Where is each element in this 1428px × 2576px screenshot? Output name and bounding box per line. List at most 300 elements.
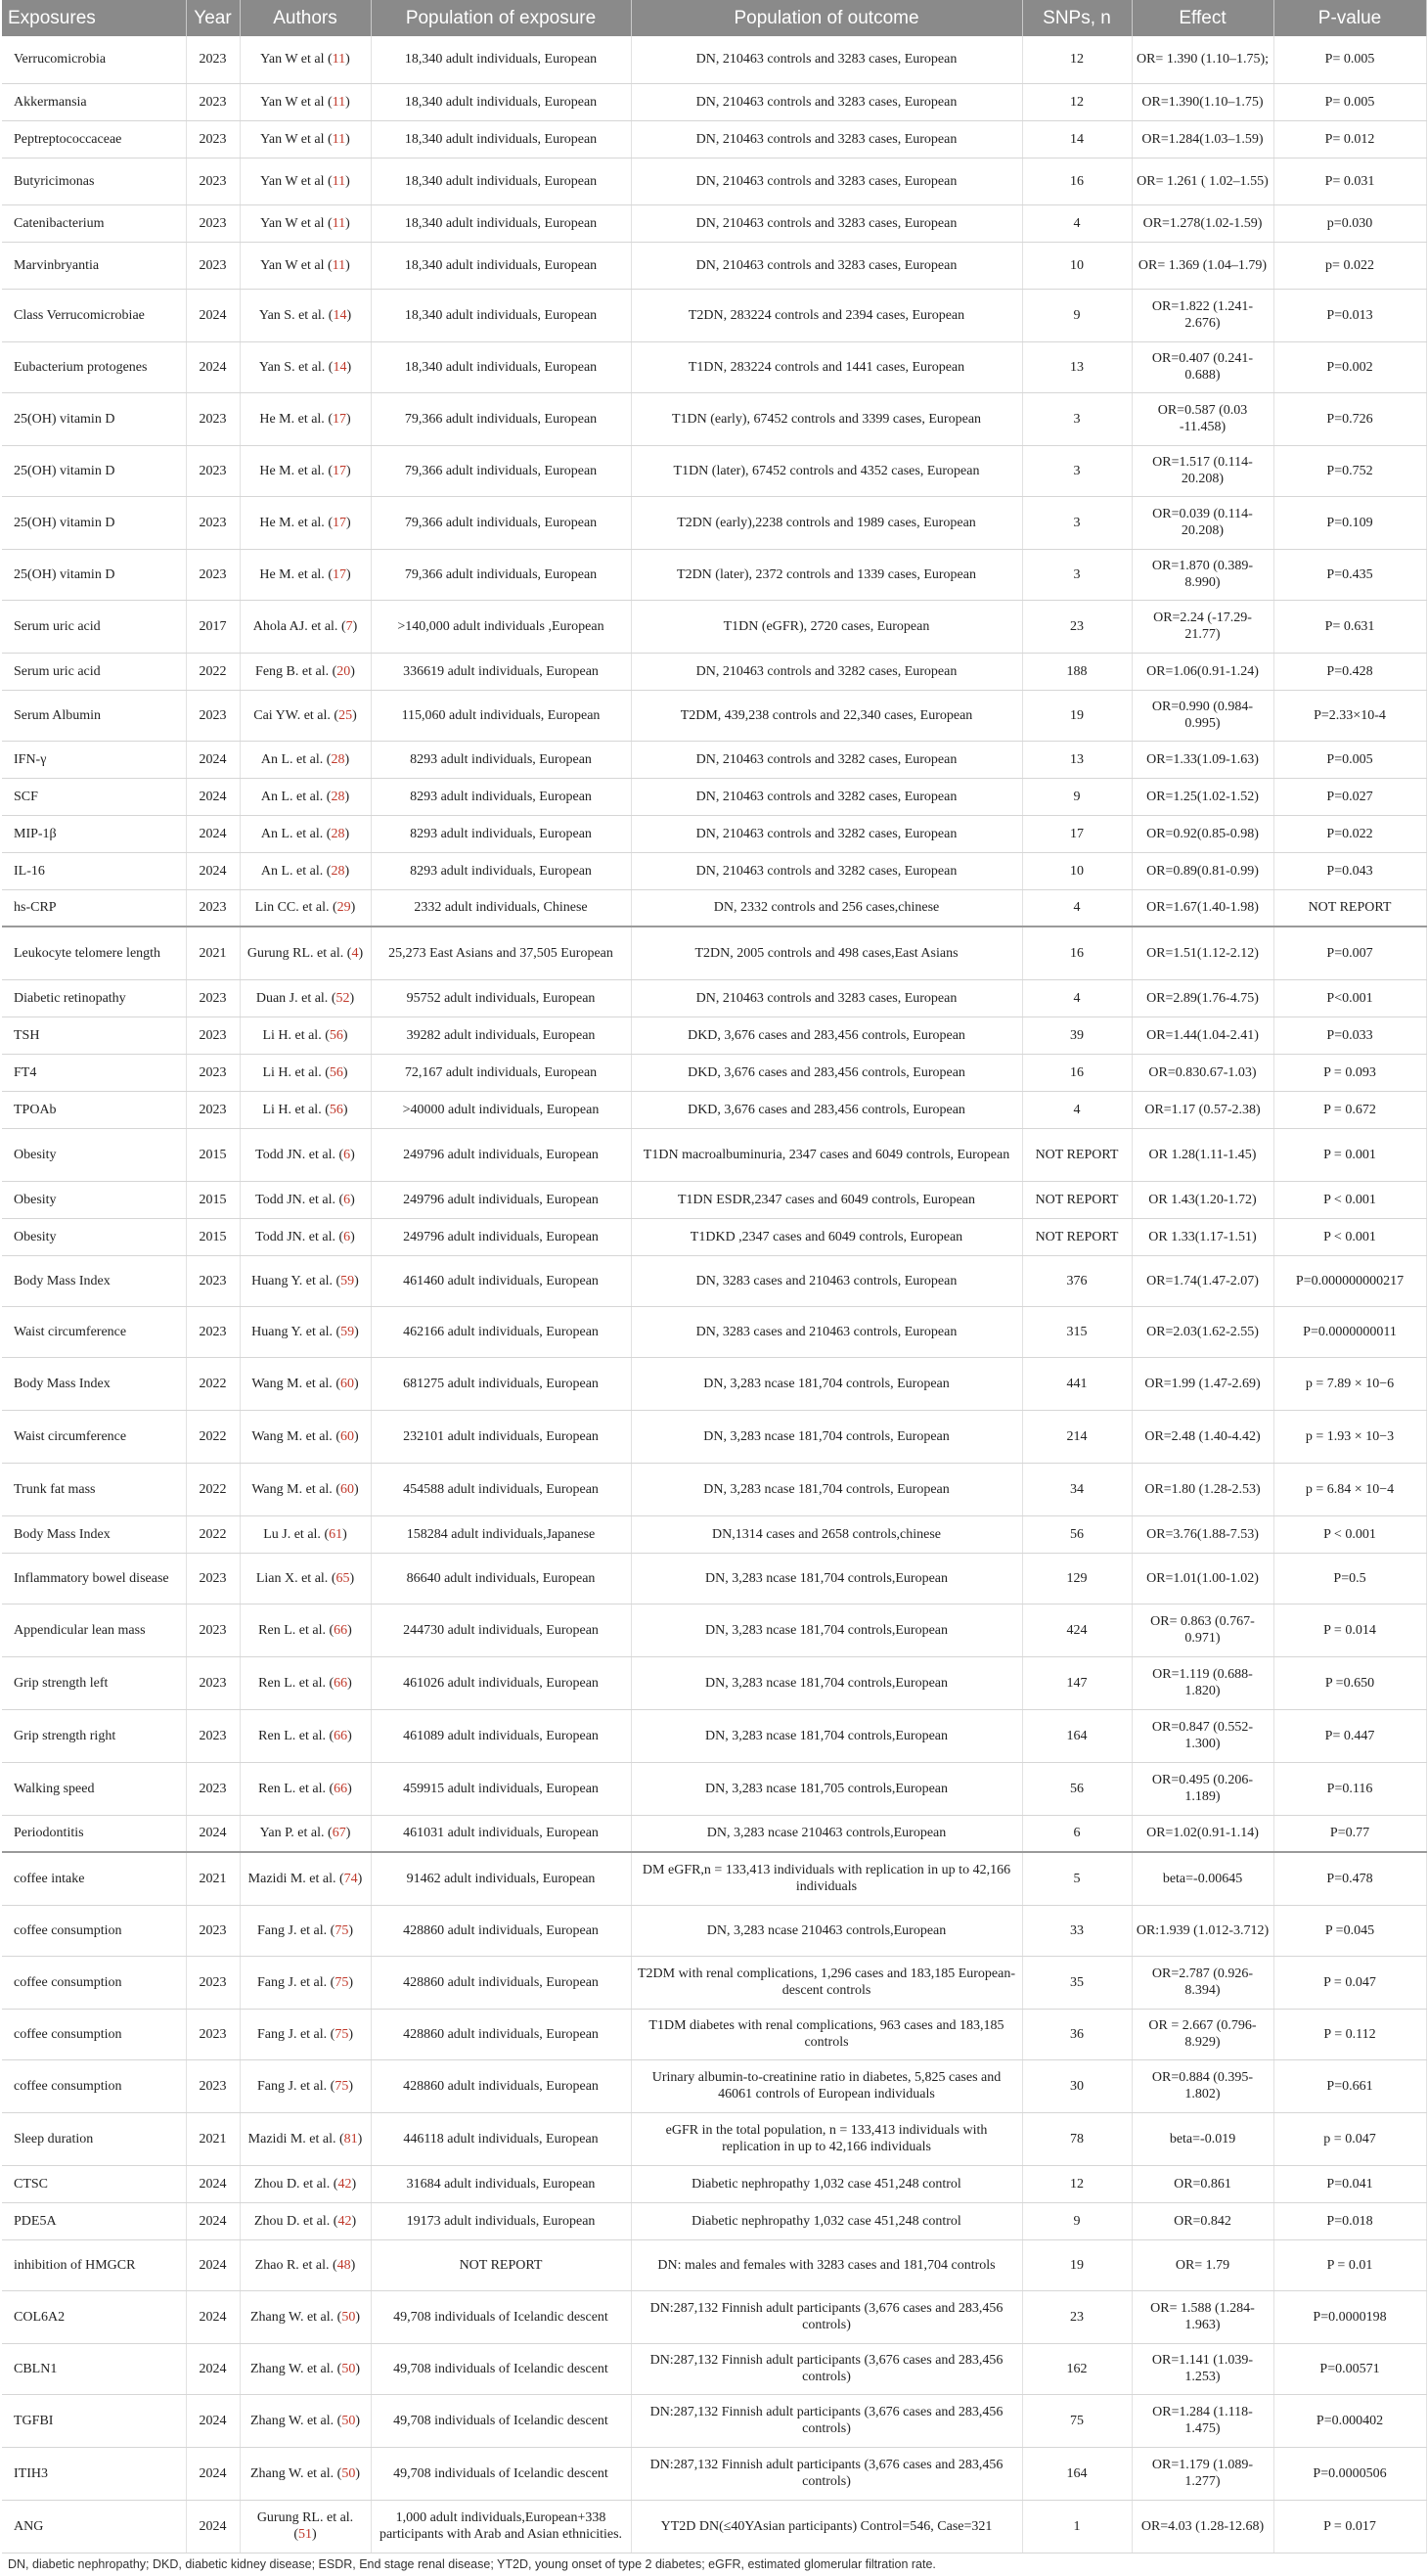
cell-year: 2024 [186,2447,240,2500]
cell-year: 2023 [186,204,240,242]
cell-snps: 424 [1022,1604,1132,1656]
citation-link[interactable]: 42 [337,2213,352,2229]
cell-effect: OR=0.990 (0.984-0.995) [1132,690,1273,741]
cell-p-value: P=0.043 [1273,852,1426,889]
cell-population-outcome: DN, 210463 controls and 3283 cases, European [631,204,1022,242]
citation-link[interactable]: 66 [334,1675,348,1691]
cell-authors: Zhang W. et al. (50) [240,2394,371,2447]
cell-p-value: P < 0.001 [1273,1218,1426,1255]
cell-population-exposure: 72,167 adult individuals, European [371,1054,631,1091]
cell-snps: 19 [1022,2239,1132,2290]
cell-population-outcome: DN, 3,283 ncase 181,704 controls, European [631,1463,1022,1515]
cell-p-value: P=0.435 [1273,549,1426,600]
cell-population-outcome: T2DM, 439,238 controls and 22,340 cases, European [631,690,1022,741]
cell-p-value: P =0.045 [1273,1905,1426,1956]
cell-year: 2023 [186,2059,240,2112]
citation-link[interactable]: 20 [336,663,351,679]
citation-link[interactable]: 56 [329,1027,343,1043]
cell-population-outcome: T2DN, 2005 controls and 498 cases,East Asians [631,926,1022,979]
author-name: Yan W et al [260,173,325,189]
cell-population-outcome: T1DN, 283224 controls and 1441 cases, European [631,341,1022,392]
cell-p-value: NOT REPORT [1273,889,1426,926]
cell-snps: 147 [1022,1656,1132,1709]
cell-snps: 214 [1022,1410,1132,1463]
citation-link[interactable]: 60 [339,1376,354,1391]
cell-p-value: P = 0.017 [1273,2500,1426,2553]
cell-population-exposure: 446118 adult individuals, European [371,2112,631,2165]
cell-population-outcome: DN:287,132 Finnish adult participants (3,676 cases and 283,456 controls) [631,2447,1022,2500]
cell-effect: OR=0.89(0.81-0.99) [1132,852,1273,889]
cell-exposure: COL6A2 [2,2290,186,2343]
cell-year: 2023 [186,1017,240,1054]
table-row [2,36,1426,83]
cell-year: 2024 [186,815,240,852]
cell-exposure: Body Mass Index [2,1515,186,1553]
cell-effect: OR=1.33(1.09-1.63) [1132,741,1273,778]
cell-effect: OR=0.92(0.85-0.98) [1132,815,1273,852]
citation-link[interactable]: 11 [332,52,346,68]
cell-population-exposure: 95752 adult individuals, European [371,979,631,1017]
cell-p-value: P=0.00571 [1273,2343,1426,2394]
citation-link[interactable]: 59 [340,1324,355,1339]
cell-exposure: hs-CRP [2,889,186,926]
col-header-exposures: Exposures [2,0,186,36]
cell-exposure: Diabetic retinopathy [2,979,186,1017]
cell-effect: OR=1.141 (1.039-1.253) [1132,2343,1273,2394]
cell-snps: 441 [1022,1357,1132,1410]
citation-link[interactable]: 50 [341,2309,356,2325]
cell-population-outcome: DN, 2332 controls and 256 cases,chinese [631,889,1022,926]
cell-effect: OR= 1.369 (1.04–1.79) [1132,242,1273,289]
citation-link[interactable]: 11 [332,215,346,231]
cell-p-value: P= 0.005 [1273,36,1426,83]
citation-link[interactable]: 7 [345,618,353,634]
author-name: Todd JN. et al. [255,1229,335,1244]
cell-population-exposure: 681275 adult individuals, European [371,1357,631,1410]
cell-snps: 12 [1022,36,1132,83]
cell-year: 2023 [186,979,240,1017]
cell-population-outcome: DN: males and females with 3283 cases and 181,704 controls [631,2239,1022,2290]
citation-link[interactable]: 81 [343,2131,358,2147]
cell-population-exposure: 462166 adult individuals, European [371,1306,631,1357]
cell-p-value: p=0.030 [1273,204,1426,242]
cell-year: 2024 [186,2165,240,2202]
cell-exposure: Periodontitis [2,1815,186,1852]
cell-population-outcome: DM eGFR,n = 133,413 individuals with replication in up to 42,166 individuals [631,1852,1022,1905]
cell-authors: Yan W et al (11) [240,120,371,158]
citation-link[interactable]: 17 [332,566,346,582]
cell-year: 2024 [186,778,240,815]
cell-p-value: P=0.5 [1273,1553,1426,1604]
cell-exposure: coffee consumption [2,2009,186,2059]
cell-population-outcome: DN, 210463 controls and 3283 cases, European [631,979,1022,1017]
cell-population-exposure: 8293 adult individuals, European [371,741,631,778]
cell-exposure: PDE5A [2,2202,186,2239]
author-name: Fang J. et al. [257,2078,328,2094]
cell-snps: 35 [1022,1956,1132,2009]
cell-authors: Yan W et al (11) [240,83,371,120]
citation-link[interactable]: 75 [335,1974,349,1990]
table-row [2,1306,1426,1357]
cell-population-outcome: DN:287,132 Finnish adult participants (3,676 cases and 283,456 controls) [631,2290,1022,2343]
table-row [2,2165,1426,2202]
citation-link[interactable]: 61 [329,1526,343,1542]
cell-year: 2023 [186,36,240,83]
cell-authors: Ren L. et al. (66) [240,1762,371,1815]
citation-link[interactable]: 50 [341,2361,356,2376]
cell-year: 2024 [186,1815,240,1852]
header-row [2,0,1426,36]
cell-authors: Gurung RL. et al. (4) [240,926,371,979]
citation-link[interactable]: 28 [331,751,345,767]
citation-link[interactable]: 17 [332,515,346,530]
citation-link[interactable]: 28 [331,826,345,841]
cell-authors: He M. et al. (17) [240,392,371,445]
citation-link[interactable]: 56 [329,1102,343,1117]
author-name: He M. et al. [259,515,325,530]
cell-exposure: coffee consumption [2,1956,186,2009]
cell-snps: 162 [1022,2343,1132,2394]
cell-effect: OR=1.870 (0.389-8.990) [1132,549,1273,600]
cell-effect: OR=1.179 (1.089-1.277) [1132,2447,1273,2500]
cell-authors: Zhou D. et al. (42) [240,2165,371,2202]
cell-year: 2017 [186,600,240,653]
cell-population-exposure: 79,366 adult individuals, European [371,392,631,445]
cell-population-outcome: T2DN (later), 2372 controls and 1339 cases, European [631,549,1022,600]
table-row [2,1604,1426,1656]
citation-link[interactable]: 56 [329,1064,343,1080]
citation-link[interactable]: 28 [331,863,345,879]
cell-authors: Ahola AJ. et al. (7) [240,600,371,653]
cell-exposure: FT4 [2,1054,186,1091]
cell-population-exposure: 428860 adult individuals, European [371,2009,631,2059]
cell-effect: OR= 0.863 (0.767-0.971) [1132,1604,1273,1656]
cell-p-value: p = 6.84 × 10−4 [1273,1463,1426,1515]
cell-population-exposure: 1,000 adult individuals,European+338 participants with Arab and Asian ethnicities. [371,2500,631,2553]
cell-year: 2023 [186,1656,240,1709]
cell-authors: Yan W et al (11) [240,158,371,204]
author-name: An L. et al. [260,826,324,841]
cell-p-value: P=0.428 [1273,653,1426,690]
table-row [2,242,1426,289]
cell-authors: He M. et al. (17) [240,445,371,496]
author-name: Fang J. et al. [257,1922,328,1938]
cell-year: 2024 [186,741,240,778]
citation-link[interactable]: 66 [334,1728,348,1743]
cell-effect: OR=0.842 [1132,2202,1273,2239]
citation-link[interactable]: 74 [343,1871,358,1886]
cell-year: 2023 [186,83,240,120]
table-row [2,1656,1426,1709]
cell-population-outcome: DN, 210463 controls and 3282 cases, European [631,778,1022,815]
col-header-snps: SNPs, n [1022,0,1132,36]
author-name: Mazidi M. et al. [247,2131,336,2147]
cell-population-outcome: DN, 210463 controls and 3282 cases, European [631,741,1022,778]
author-name: Ren L. et al. [258,1675,326,1691]
cell-p-value: P=0.000402 [1273,2394,1426,2447]
cell-exposure: CBLN1 [2,2343,186,2394]
citation-link[interactable]: 65 [335,1570,350,1586]
cell-p-value: P= 0.631 [1273,600,1426,653]
author-name: Wang M. et al. [251,1428,333,1444]
cell-population-outcome: DKD, 3,676 cases and 283,456 controls, European [631,1054,1022,1091]
citation-link[interactable]: 6 [343,1229,351,1244]
author-name: Wang M. et al. [251,1376,333,1391]
cell-authors: Yan W et al (11) [240,242,371,289]
cell-authors: Zhang W. et al. (50) [240,2290,371,2343]
cell-population-outcome: T2DN (early),2238 controls and 1989 cases, European [631,496,1022,549]
cell-effect: OR 1.33(1.17-1.51) [1132,1218,1273,1255]
citation-link[interactable]: 52 [335,990,350,1006]
cell-exposure: ANG [2,2500,186,2553]
cell-population-outcome: DN:287,132 Finnish adult participants (3,676 cases and 283,456 controls) [631,2394,1022,2447]
cell-snps: 78 [1022,2112,1132,2165]
cell-snps: 9 [1022,2202,1132,2239]
cell-snps: 1 [1022,2500,1132,2553]
citation-link[interactable]: 60 [339,1428,354,1444]
cell-authors: Ren L. et al. (66) [240,1604,371,1656]
cell-snps: 39 [1022,1017,1132,1054]
cell-population-exposure: 18,340 adult individuals, European [371,242,631,289]
citation-link[interactable]: 11 [332,131,346,147]
cell-authors: Yan W et al (11) [240,36,371,83]
author-name: Feng B. et al. [255,663,330,679]
cell-year: 2024 [186,2500,240,2553]
cell-p-value: P=2.33×10-4 [1273,690,1426,741]
cell-population-exposure: 232101 adult individuals, European [371,1410,631,1463]
mr-studies-table [2,0,1427,2553]
cell-effect: OR 1.43(1.20-1.72) [1132,1181,1273,1218]
cell-exposure: Peptreptococcaceae [2,120,186,158]
citation-link[interactable]: 67 [332,1826,346,1841]
table-row [2,1255,1426,1306]
table-row [2,1181,1426,1218]
cell-population-exposure: 31684 adult individuals, European [371,2165,631,2202]
cell-year: 2023 [186,1054,240,1091]
cell-snps: 10 [1022,852,1132,889]
citation-link[interactable]: 29 [336,900,351,916]
cell-effect: OR=1.284(1.03–1.59) [1132,120,1273,158]
cell-p-value: P=0.000000000217 [1273,1255,1426,1306]
cell-effect: OR=0.495 (0.206-1.189) [1132,1762,1273,1815]
cell-year: 2023 [186,496,240,549]
cell-population-outcome: T2DM with renal complications, 1,296 cases and 183,185 European-descent controls [631,1956,1022,2009]
cell-population-outcome: DN,1314 cases and 2658 controls,chinese [631,1515,1022,1553]
author-name: Wang M. et al. [251,1481,333,1497]
cell-population-outcome: T1DN (later), 67452 controls and 4352 cases, European [631,445,1022,496]
cell-authors: Li H. et al. (56) [240,1017,371,1054]
cell-effect: OR = 2.667 (0.796-8.929) [1132,2009,1273,2059]
citation-link[interactable]: 25 [338,707,353,723]
cell-population-exposure: 244730 adult individuals, European [371,1604,631,1656]
cell-snps: 4 [1022,889,1132,926]
cell-authors: Lian X. et al. (65) [240,1553,371,1604]
cell-population-outcome: DN, 3,283 ncase 181,704 controls,European [631,1709,1022,1762]
citation-link[interactable]: 14 [333,359,347,375]
author-name: He M. et al. [259,463,325,478]
table-row [2,341,1426,392]
cell-population-exposure: 428860 adult individuals, European [371,2059,631,2112]
cell-effect: OR=0.884 (0.395-1.802) [1132,2059,1273,2112]
cell-year: 2023 [186,445,240,496]
cell-exposure: TGFBI [2,2394,186,2447]
cell-snps: 14 [1022,120,1132,158]
citation-link[interactable]: 28 [331,789,345,804]
cell-exposure: Trunk fat mass [2,1463,186,1515]
author-name: Yan W et al [260,52,325,68]
table-row [2,1553,1426,1604]
cell-snps: 17 [1022,815,1132,852]
cell-population-outcome: DKD, 3,676 cases and 283,456 controls, European [631,1091,1022,1128]
table-row [2,690,1426,741]
cell-snps: 10 [1022,242,1132,289]
cell-exposure: Eubacterium protogenes [2,341,186,392]
citation-link[interactable]: 51 [298,2527,312,2542]
citation-link[interactable]: 60 [339,1481,354,1497]
citation-link[interactable]: 14 [333,307,347,323]
cell-p-value: P= 0.031 [1273,158,1426,204]
cell-p-value: P < 0.001 [1273,1515,1426,1553]
cell-population-outcome: YT2D DN(≤40YAsian participants) Control=546, Case=321 [631,2500,1022,2553]
citation-link[interactable]: 50 [341,2465,356,2481]
author-name: Zhao R. et al. [254,2257,330,2273]
author-name: Yan W et al [260,257,325,273]
cell-authors: Todd JN. et al. (6) [240,1181,371,1218]
table-row [2,204,1426,242]
cell-effect: OR=0.587 (0.03 -11.458) [1132,392,1273,445]
author-name: Duan J. et al. [255,990,329,1006]
cell-authors: Todd JN. et al. (6) [240,1218,371,1255]
cell-snps: NOT REPORT [1022,1128,1132,1181]
cell-exposure: coffee consumption [2,1905,186,1956]
citation-link[interactable]: 4 [351,945,359,961]
cell-year: 2023 [186,242,240,289]
table-row [2,1956,1426,2009]
col-header-year: Year [186,0,240,36]
cell-authors: An L. et al. (28) [240,778,371,815]
cell-exposure: TPOAb [2,1091,186,1128]
cell-p-value: P= 0.005 [1273,83,1426,120]
cell-exposure: 25(OH) vitamin D [2,392,186,445]
citation-link[interactable]: 48 [336,2257,351,2273]
cell-population-exposure: 461031 adult individuals, European [371,1815,631,1852]
table-row [2,549,1426,600]
cell-effect: OR=1.99 (1.47-2.69) [1132,1357,1273,1410]
cell-snps: 36 [1022,2009,1132,2059]
cell-p-value: P < 0.001 [1273,1181,1426,1218]
citation-link[interactable]: 42 [337,2176,352,2192]
citation-link[interactable]: 6 [343,1147,351,1162]
cell-population-exposure: 49,708 individuals of Icelandic descent [371,2343,631,2394]
cell-exposure: 25(OH) vitamin D [2,496,186,549]
cell-effect: OR=0.830.67-1.03) [1132,1054,1273,1091]
cell-p-value: P =0.650 [1273,1656,1426,1709]
cell-effect: OR=1.74(1.47-2.07) [1132,1255,1273,1306]
cell-p-value: P=0.018 [1273,2202,1426,2239]
table-row [2,2343,1426,2394]
cell-exposure: 25(OH) vitamin D [2,445,186,496]
cell-snps: 13 [1022,741,1132,778]
cell-population-exposure: 336619 adult individuals, European [371,653,631,690]
citation-link[interactable]: 66 [334,1622,348,1638]
cell-exposure: Grip strength left [2,1656,186,1709]
table-row [2,392,1426,445]
author-name: Zhou D. et al. [253,2176,331,2192]
cell-authors: An L. et al. (28) [240,852,371,889]
cell-authors: Zhou D. et al. (42) [240,2202,371,2239]
cell-exposure: TSH [2,1017,186,1054]
table-row [2,2500,1426,2553]
table-row [2,120,1426,158]
cell-population-outcome: DN, 3283 cases and 210463 controls, European [631,1306,1022,1357]
cell-year: 2024 [186,2239,240,2290]
citation-link[interactable]: 75 [335,1922,349,1938]
cell-snps: 5 [1022,1852,1132,1905]
cell-effect: OR=1.17 (0.57-2.38) [1132,1091,1273,1128]
cell-population-outcome: DN, 3,283 ncase 181,704 controls,European [631,1604,1022,1656]
citation-link[interactable]: 59 [340,1273,355,1288]
cell-authors: Mazidi M. et al. (74) [240,1852,371,1905]
cell-exposure: Inflammatory bowel disease [2,1553,186,1604]
citation-link[interactable]: 11 [332,173,346,189]
cell-population-outcome: T1DN (eGFR), 2720 cases, European [631,600,1022,653]
cell-population-exposure: 39282 adult individuals, European [371,1017,631,1054]
citation-link[interactable]: 75 [335,2078,349,2094]
cell-population-exposure: 8293 adult individuals, European [371,778,631,815]
cell-exposure: Obesity [2,1128,186,1181]
author-name: Li H. et al. [262,1102,322,1117]
citation-link[interactable]: 17 [332,411,346,427]
cell-population-exposure: 18,340 adult individuals, European [371,36,631,83]
cell-authors: Huang Y. et al. (59) [240,1255,371,1306]
cell-year: 2021 [186,926,240,979]
cell-p-value: P=0.033 [1273,1017,1426,1054]
author-name: Zhou D. et al. [253,2213,331,2229]
citation-link[interactable]: 6 [343,1192,351,1207]
cell-year: 2023 [186,549,240,600]
citation-link[interactable]: 50 [341,2413,356,2428]
citation-link[interactable]: 11 [332,257,346,273]
author-name: Gurung RL. et al. [256,2510,354,2525]
cell-year: 2023 [186,1762,240,1815]
cell-effect: OR=1.278(1.02-1.59) [1132,204,1273,242]
cell-population-outcome: Urinary albumin-to-creatinine ratio in diabetes, 5,825 cases and 46061 controls of European individuals [631,2059,1022,2112]
cell-year: 2023 [186,120,240,158]
citation-link[interactable]: 17 [332,463,346,478]
cell-effect: OR=2.787 (0.926-8.394) [1132,1956,1273,2009]
table-row [2,1091,1426,1128]
citation-link[interactable]: 11 [332,94,346,110]
table-row [2,1128,1426,1181]
cell-authors: Zhao R. et al. (48) [240,2239,371,2290]
cell-authors: Fang J. et al. (75) [240,2009,371,2059]
cell-population-outcome: Diabetic nephropathy 1,032 case 451,248 control [631,2202,1022,2239]
cell-snps: 30 [1022,2059,1132,2112]
author-name: An L. et al. [260,751,324,767]
cell-p-value: P = 0.672 [1273,1091,1426,1128]
cell-population-exposure: 18,340 adult individuals, European [371,120,631,158]
author-name: Huang Y. et al. [251,1324,333,1339]
cell-population-outcome: DN, 210463 controls and 3283 cases, European [631,120,1022,158]
cell-population-exposure: 19173 adult individuals, European [371,2202,631,2239]
cell-authors: Yan S. et al. (14) [240,289,371,341]
table-row [2,815,1426,852]
citation-link[interactable]: 75 [335,2026,349,2042]
cell-population-outcome: T1DKD ,2347 cases and 6049 controls, European [631,1218,1022,1255]
cell-effect: OR=1.822 (1.241-2.676) [1132,289,1273,341]
cell-population-outcome: DN, 3,283 ncase 181,704 controls, European [631,1410,1022,1463]
citation-link[interactable]: 66 [334,1781,348,1796]
